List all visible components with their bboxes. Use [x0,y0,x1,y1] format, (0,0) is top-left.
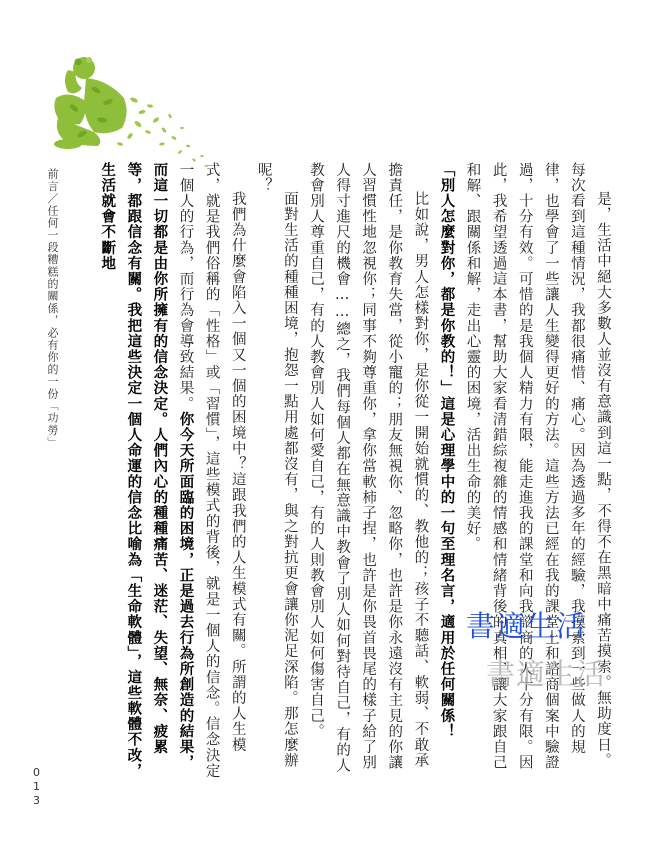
section-heading [433,162,459,780]
watermark-grey: 書適生活 [486,657,607,691]
body-paragraph [251,162,303,780]
body-paragraph [303,162,433,780]
body-paragraph [94,162,251,780]
paragraph-text: 比如說，男人怎樣對你，是你從一開始就慣的、教他的；孩子不聽話、軟弱、不敢承擔責任，是你教育失當，從小寵的；朋友無視你、忽略你，也許是你永遠沒有主見的你讓人習慣性地忽視你；同事不夠尊重你，拿你當軟柿子捏，也許是你畏首畏尾的樣子給了別人得寸進尺的機會……總之，我們每個人都在無意識中教會了別人如何對待自己，有的人教會別人尊重自己，有的人教會別人如何愛自己，有的人則教會別人如何傷害自己。 [307,162,429,774]
paragraph-text: 是，生活中絕大多數人並沒有意識到這一點，不得不在黑暗中痛苦摸索。無助度日。每次看到這種情況，我都很痛惜、痛心。因為透過多年的經驗，我摸索到一些做人的規律，也學會了一些讓人生變得更好的方法。這些方法已經在我的課堂上和諮商個案中驗證過，十分有效。可惜的是我個人精力有限，能走進我的課堂和向我諮商的人十分有限。因此，我希望透過這本書，幫助大家看清錯綜複雜的情感和情緒背後的真相，讓大家跟自己和解、跟關係和解，走出心靈的困境，活出生命的美好。 [464,162,611,771]
page-number: 013 [30,766,43,808]
emphasis-text: 你今天所面臨的困境，正是過去行為所創造的結果，而這一切都是由你所擁有的信念決定。人們內心的種種痛苦、迷茫、失望、無奈、疲累等，都跟信念有關。我把這些決定一個人命運的信念比喻為「生命軟體」，這些軟體不改，生活就會不斷地 [99,162,195,779]
running-header: 前言／任何一段糟糕的關係，必有你的一份「功勞」 [46,168,59,449]
paragraph-text: 面對生活的種種困境，抱怨一點用處都沒有，與之對抗更會讓你泥足深陷。那怎麼辦呢？ [255,162,298,769]
emphasis-text: 「別人怎麼對你，都是你教的！」這是心理學中的一句至理名言，適用於任何關係！ [438,162,456,740]
watermark-blue: 書適生活 [466,609,587,643]
paragraph-text: 我們為什麼會陷入一個又一個的困境中？這跟我們的人生模式有關。所謂的人生模式，就是我們俗稱的「性格」或「習慣」，這些模式的背後，就是一個人的信念。信念決定一個人的行為，而行為會導致結果。 [177,162,246,779]
leaf-figure-icon [38,40,214,172]
